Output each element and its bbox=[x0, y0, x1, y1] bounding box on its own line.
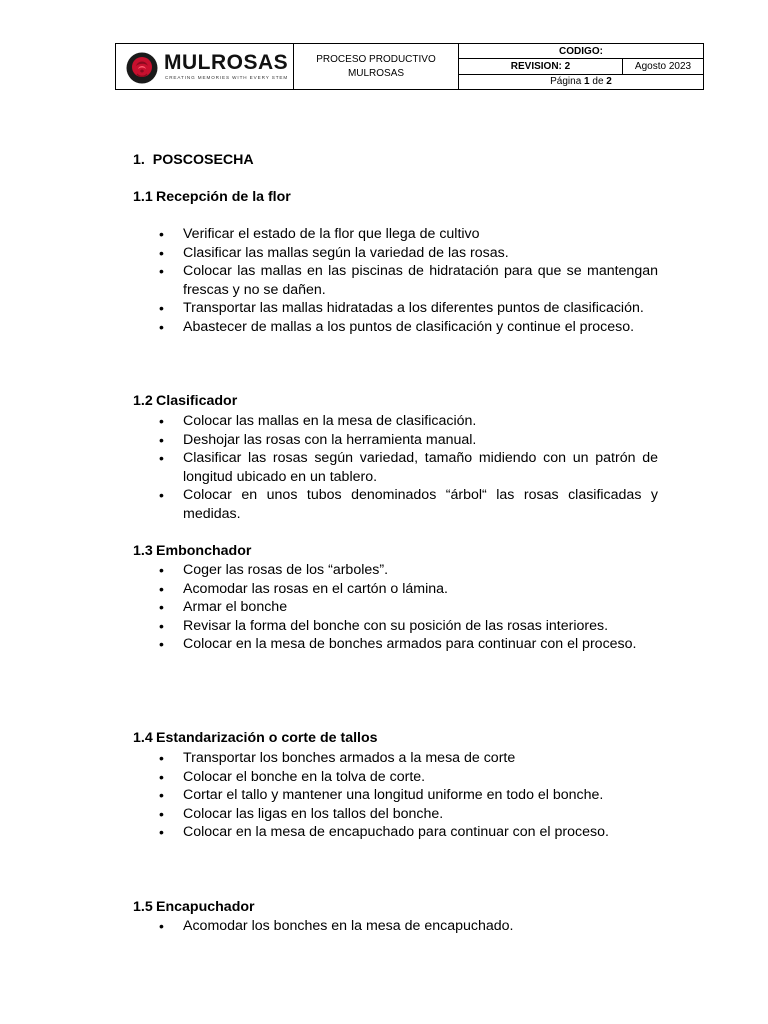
list-item: • Colocar en unos tubos denominados “árbol“ las rosas clasificadas y medidas. bbox=[133, 486, 658, 523]
revision-label: REVISION: 2 bbox=[459, 59, 623, 73]
section-list bbox=[133, 561, 658, 654]
list-item: • Clasificar las mallas según la variedad de las rosas. bbox=[133, 244, 658, 263]
list-item: • Armar el bonche bbox=[133, 598, 658, 617]
list-item: • Colocar en la mesa de bonches armados para continuar con el proceso. bbox=[133, 635, 658, 654]
section-number: 1.1 bbox=[133, 189, 153, 205]
rose-logo-icon bbox=[126, 52, 158, 84]
process-title-line1: PROCESO PRODUCTIVO bbox=[316, 53, 436, 65]
process-title-line2: MULROSAS bbox=[347, 67, 405, 79]
list-item: • Colocar las mallas en las piscinas de hidratación para que se mantengan frescas y no se dañen. bbox=[133, 262, 658, 299]
section-number: 1.4 bbox=[133, 730, 153, 746]
section-title: Encapuchador bbox=[156, 899, 255, 915]
document-control-info bbox=[459, 44, 703, 89]
section-heading bbox=[133, 189, 291, 205]
list-item: • Colocar las mallas en la mesa de clasificación. bbox=[133, 412, 658, 431]
list-item: • Acomodar las rosas en el cartón o lámina. bbox=[133, 580, 658, 599]
document-header bbox=[115, 43, 704, 90]
page-current: 1 bbox=[584, 76, 590, 88]
list-item: • Colocar en la mesa de encapuchado para continuar con el proceso. bbox=[133, 823, 658, 842]
brand-name: MULROSAS bbox=[164, 51, 289, 74]
section-list bbox=[133, 749, 658, 842]
section-heading bbox=[133, 730, 378, 746]
revision-date: Agosto 2023 bbox=[634, 60, 692, 72]
section-list bbox=[133, 225, 658, 336]
section-number: 1.5 bbox=[133, 899, 153, 915]
section-number: 1.2 bbox=[133, 393, 153, 409]
section-number: 1.3 bbox=[133, 543, 153, 559]
codigo-cell: CODIGO: bbox=[559, 45, 603, 57]
section-list bbox=[133, 412, 658, 523]
brand-tagline: CREATING MEMORIES WITH EVERY STEM bbox=[165, 75, 289, 80]
section-title: Estandarización o corte de tallos bbox=[156, 730, 378, 746]
section-title: Recepción de la flor bbox=[156, 189, 291, 205]
section-title: Embonchador bbox=[156, 543, 252, 559]
process-title bbox=[294, 44, 459, 89]
list-item: • Verificar el estado de la flor que llega de cultivo bbox=[133, 225, 658, 244]
list-item: • Revisar la forma del bonche con su posición de las rosas interiores. bbox=[133, 617, 658, 636]
list-item: • Cortar el tallo y mantener una longitud uniforme en todo el bonche. bbox=[133, 786, 658, 805]
section-title: Clasificador bbox=[156, 393, 238, 409]
list-item: • Acomodar los bonches en la mesa de encapuchado. bbox=[133, 917, 658, 936]
list-item: • Coger las rosas de los “arboles”. bbox=[133, 561, 658, 580]
main-heading-number: 1. bbox=[133, 152, 145, 168]
brand-logo bbox=[116, 44, 294, 89]
page-total: 2 bbox=[606, 76, 612, 88]
section-heading bbox=[133, 543, 251, 559]
list-item: • Colocar las ligas en los tallos del bonche. bbox=[133, 805, 658, 824]
list-item: • Transportar las mallas hidratadas a los diferentes puntos de clasificación. bbox=[133, 299, 658, 318]
list-item: • Transportar los bonches armados a la mesa de corte bbox=[133, 749, 658, 768]
revision-row bbox=[459, 58, 703, 73]
page-number bbox=[459, 74, 703, 89]
list-item: • Colocar el bonche en la tolva de corte. bbox=[133, 768, 658, 787]
section-heading bbox=[133, 393, 237, 409]
main-heading-text: POSCOSECHA bbox=[152, 152, 254, 168]
page-prefix: Página bbox=[550, 76, 582, 88]
list-item: • Abastecer de mallas a los puntos de clasificación y continue el proceso. bbox=[133, 318, 658, 337]
section-list bbox=[133, 917, 658, 936]
page-of: de bbox=[592, 76, 604, 88]
list-item: • Deshojar las rosas con la herramienta manual. bbox=[133, 431, 658, 450]
section-heading bbox=[133, 899, 255, 915]
main-heading bbox=[133, 152, 254, 168]
list-item: • Clasificar las rosas según variedad, tamaño midiendo con un patrón de longitud ubicado en un tablero. bbox=[133, 449, 658, 486]
